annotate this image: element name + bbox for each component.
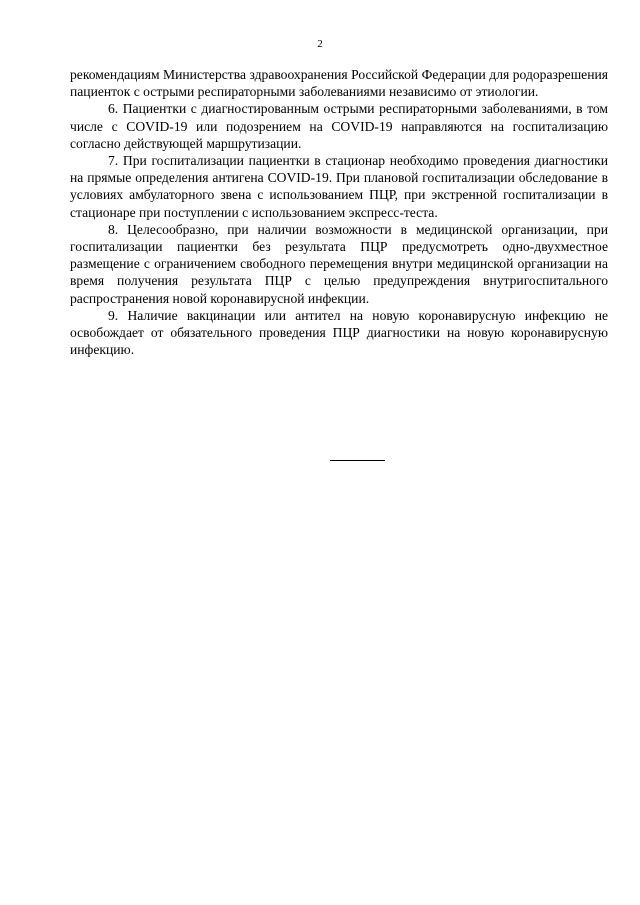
paragraph-item-6: 6. Пациентки с диагностированным острыми респираторными заболеваниями, в том числе с COVID-19 или подозрением на COVID-19 направляются на госпитализацию согласно действующей маршрутизации.	[70, 101, 608, 151]
paragraph-continuation: рекомендациям Министерства здравоохранения Российской Федерации для родоразрешения пациенток с острыми респираторными заболеваниями независимо от этиологии.	[70, 67, 608, 100]
paragraph-item-9: 9. Наличие вакцинации или антител на новую коронавирусную инфекцию не освобождает от обязательного проведения ПЦР диагностики на новую коронавирусную инфекцию.	[70, 307, 608, 358]
document-body	[70, 66, 608, 358]
page-number: 2	[317, 38, 323, 50]
paragraph-item-8: 8. Целесообразно, при наличии возможности в медицинской организации, при госпитализации пациентки без результата ПЦР предусмотреть одно-двухместное размещение с ограничением свободного перемещения внутри медицинской организации на время получения результата ПЦР с целью предупреждения внутригоспитального распространения новой коронавирусной инфекции.	[70, 221, 608, 306]
end-divider-line	[330, 460, 385, 461]
paragraph-item-7: 7. При госпитализации пациентки в стационар необходимо проведения диагностики на прямые определения антигена COVID-19. При плановой госпитализации обследование в условиях амбулаторного звена с использованием ПЦР, при экстренной госпитализации в стационаре при поступлении с использованием экспресс-теста.	[70, 153, 608, 220]
